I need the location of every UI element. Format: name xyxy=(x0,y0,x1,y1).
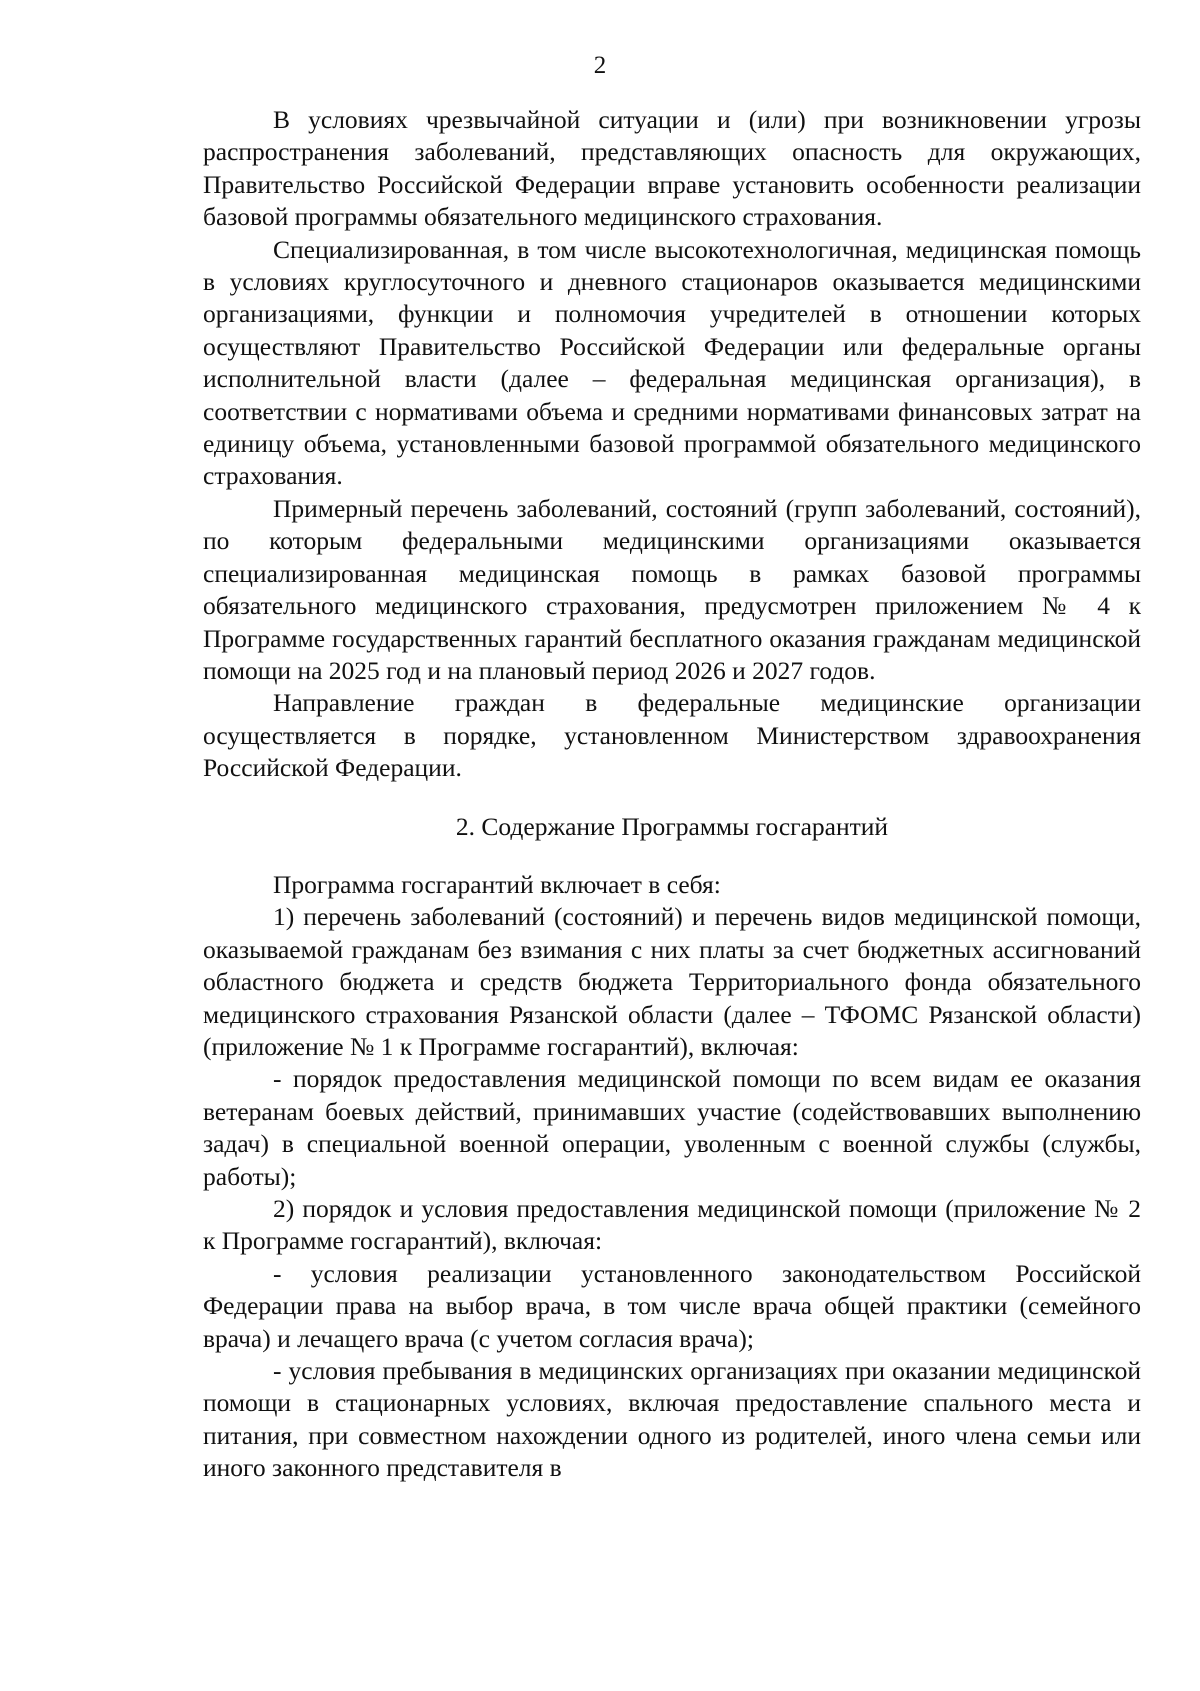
list-subitem-choice-of-doctor: - условия реализации установленного законодательством Российской Федерации права на выбор врача, в том числе врача общей практики (семейного врача) и лечащего врача (с учетом согласия врача); xyxy=(203,1258,1141,1353)
section-heading: 2. Содержание Программы госгарантий xyxy=(455,811,889,841)
paragraph-referral: Направление граждан в федеральные медицинские организации осуществляется в порядке, установленном Министерством здравоохранения Российской Федерации. xyxy=(203,688,1141,783)
list-subitem-hospital-stay: - условия пребывания в медицинских организациях при оказании медицинской помощи в стационарных условиях, включая предоставление спального места и питания, при совместном нахождении одного из родителей, иного члена семьи или иного законного представителя в xyxy=(203,1356,1141,1483)
document-body xyxy=(203,104,1141,1485)
paragraph-emergency: В условиях чрезвычайной ситуации и (или) при возникновении угрозы распространения заболеваний, представляющих опасность для окружающих, Правительство Российской Федерации вправе установить особенности реализации базовой программы обязательного медицинского страхования. xyxy=(203,105,1141,232)
paragraph-specialized-care: Специализированная, в том числе высокотехнологичная, медицинская помощь в условиях круглосуточного и дневного стационаров оказывается медицинскими организациями, функции и полномочия учредителей в отношении которых осуществляют Правительство Российской Федерации или федеральные органы исполнительной власти (далее – федеральная медицинская организация), в соответствии с нормативами объема и средними нормативами финансовых затрат на единицу объема, установленными базовой программой обязательного медицинского страхования. xyxy=(203,234,1141,491)
list-item-1: 1) перечень заболеваний (состояний) и перечень видов медицинской помощи, оказываемой гражданам без взимания с них платы за счет бюджетных ассигнований областного бюджета и средств бюджета Территориального фонда обязательного медицинского страхования Рязанской области (далее – ТФОМС Рязанской области) (приложение № 1 к Программе госгарантий), включая: xyxy=(203,902,1141,1061)
page-number: 2 xyxy=(593,52,607,79)
paragraph-disease-list: Примерный перечень заболеваний, состояний (групп заболеваний, состояний), по которым федеральными медицинскими организациями оказывается специализированная медицинская помощь в рамках базовой программы обязательного медицинского страхования, предусмотрен приложением № 4 к Программе государственных гарантий бесплатного оказания гражданам медицинской помощи на 2025 год и на плановый период 2026 и 2027 годов. xyxy=(203,493,1141,685)
list-subitem-veterans: - порядок предоставления медицинской помощи по всем видам ее оказания ветеранам боевых действий, принимавших участие (содействовавших выполнению задач) в специальной военной операции, уволенным с военной службы (службы, работы); xyxy=(203,1064,1141,1191)
paragraph-program-includes: Программа госгарантий включает в себя: xyxy=(273,869,721,899)
list-item-2: 2) порядок и условия предоставления медицинской помощи (приложение № 2 к Программе госгарантий), включая: xyxy=(203,1194,1141,1256)
